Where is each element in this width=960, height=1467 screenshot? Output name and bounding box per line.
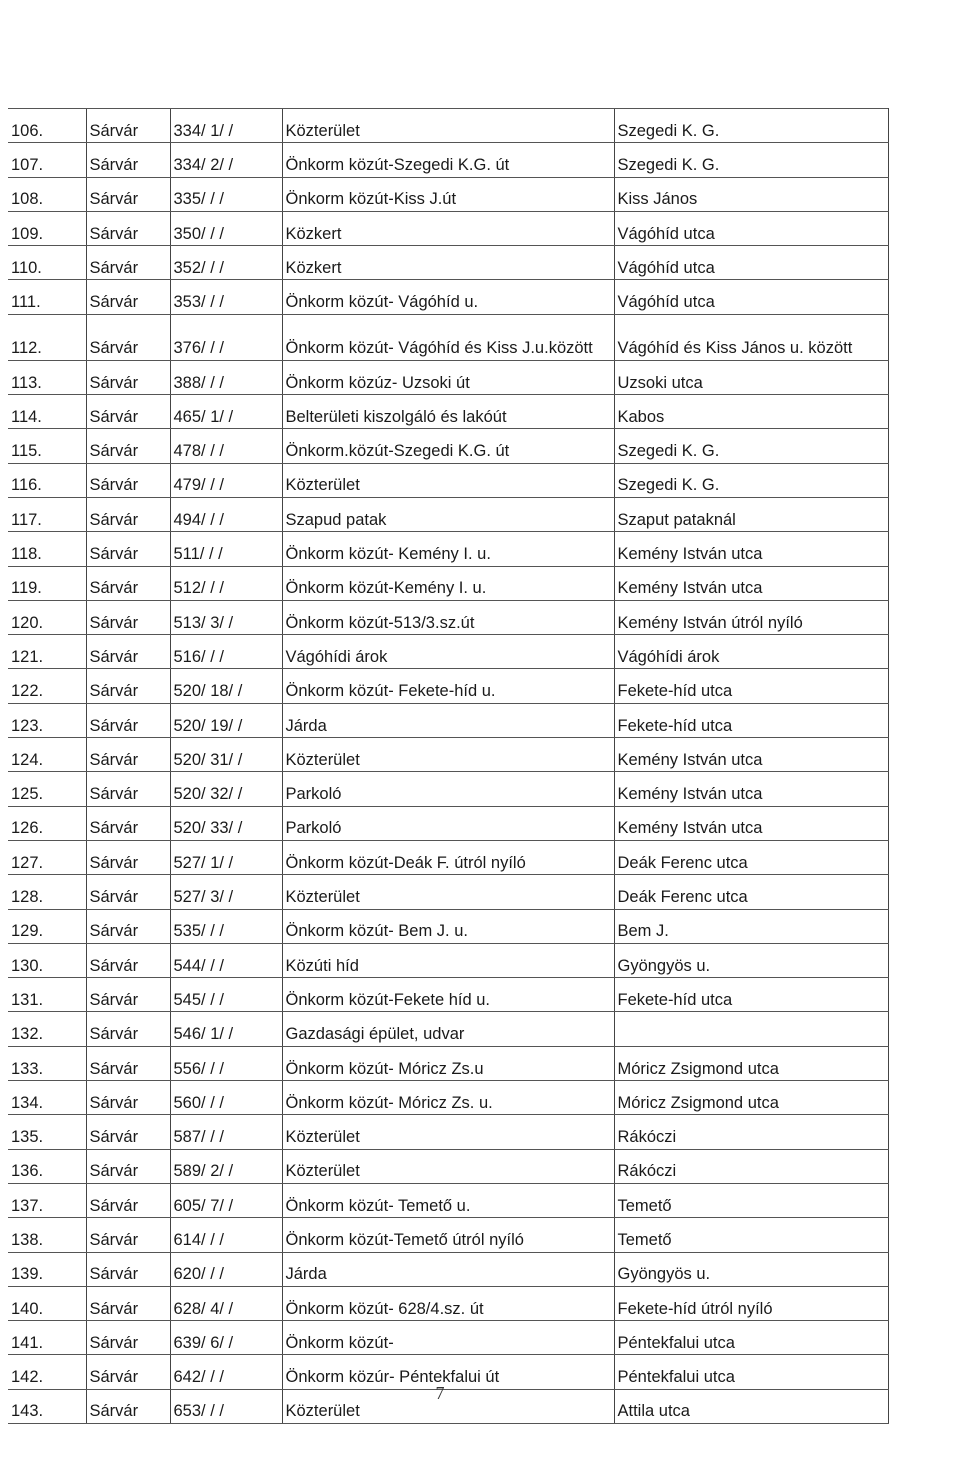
parcel-number-cell: 520/ 18/ / [170,669,282,703]
street-cell: Szegedi K. G. [614,463,888,497]
row-number-cell: 115. [8,429,86,463]
town-cell: Sárvár [86,978,170,1012]
town-cell: Sárvár [86,806,170,840]
parcel-number-cell: 520/ 32/ / [170,772,282,806]
row-number-cell: 129. [8,909,86,943]
table-body [8,109,888,1424]
row-number-cell: 107. [8,143,86,177]
town-cell: Sárvár [86,703,170,737]
town-cell: Sárvár [86,1355,170,1389]
street-cell: Gyöngyös u. [614,1252,888,1286]
parcel-number-cell: 353/ / / [170,280,282,314]
description-cell: Önkorm közút- Vágóhíd u. [282,280,614,314]
row-number-cell: 112. [8,314,86,360]
town-cell: Sárvár [86,1286,170,1320]
table-row [8,395,888,429]
description-cell: Önkorm közút-Temető útról nyíló [282,1218,614,1252]
street-cell: Fekete-híd utca [614,978,888,1012]
row-number-cell: 136. [8,1149,86,1183]
description-cell: Parkoló [282,806,614,840]
street-cell: Kemény István utca [614,532,888,566]
town-cell: Sárvár [86,1149,170,1183]
row-number-cell: 119. [8,566,86,600]
town-cell: Sárvár [86,669,170,703]
parcel-number-cell: 527/ 1/ / [170,840,282,874]
table-row [8,635,888,669]
description-cell: Közkert [282,246,614,280]
street-cell: Kemény István utca [614,738,888,772]
town-cell: Sárvár [86,177,170,211]
row-number-cell: 126. [8,806,86,840]
description-cell: Önkorm közút- Temető u. [282,1183,614,1217]
street-cell: Péntekfalui utca [614,1355,888,1389]
town-cell: Sárvár [86,1218,170,1252]
description-cell: Önkorm közút-Kiss J.út [282,177,614,211]
parcel-number-cell: 535/ / / [170,909,282,943]
description-cell: Önkorm közút- [282,1321,614,1355]
parcel-number-cell: 605/ 7/ / [170,1183,282,1217]
parcel-number-cell: 639/ 6/ / [170,1321,282,1355]
street-cell: Kiss János [614,177,888,211]
parcel-number-cell: 556/ / / [170,1046,282,1080]
table-row [8,109,888,143]
table-row [8,314,888,360]
town-cell: Sárvár [86,1389,170,1423]
parcel-number-cell: 560/ / / [170,1081,282,1115]
description-cell: Szapud patak [282,497,614,531]
row-number-cell: 106. [8,109,86,143]
table-row [8,566,888,600]
description-cell: Közterület [282,463,614,497]
table-row [8,943,888,977]
table-row [8,909,888,943]
town-cell: Sárvár [86,280,170,314]
town-cell: Sárvár [86,314,170,360]
row-number-cell: 130. [8,943,86,977]
table-row [8,1012,888,1046]
town-cell: Sárvár [86,246,170,280]
description-cell: Közterület [282,738,614,772]
town-cell: Sárvár [86,463,170,497]
street-cell: Gyöngyös u. [614,943,888,977]
table-row [8,1286,888,1320]
table-row [8,875,888,909]
town-cell: Sárvár [86,1081,170,1115]
parcel-number-cell: 478/ / / [170,429,282,463]
town-cell: Sárvár [86,1321,170,1355]
description-cell: Belterületi kiszolgáló és lakóút [282,395,614,429]
table-row [8,669,888,703]
description-cell: Önkorm közút-Fekete híd u. [282,978,614,1012]
row-number-cell: 121. [8,635,86,669]
street-cell: Móricz Zsigmond utca [614,1081,888,1115]
table-row [8,280,888,314]
town-cell: Sárvár [86,1012,170,1046]
street-cell [614,1012,888,1046]
table-row [8,497,888,531]
table-row [8,360,888,394]
row-number-cell: 124. [8,738,86,772]
row-number-cell: 141. [8,1321,86,1355]
parcel-number-cell: 546/ 1/ / [170,1012,282,1046]
street-cell: Kabos [614,395,888,429]
table-row [8,840,888,874]
parcel-number-cell: 494/ / / [170,497,282,531]
row-number-cell: 134. [8,1081,86,1115]
town-cell: Sárvár [86,943,170,977]
row-number-cell: 116. [8,463,86,497]
row-number-cell: 113. [8,360,86,394]
parcel-number-cell: 520/ 33/ / [170,806,282,840]
parcel-number-cell: 653/ / / [170,1389,282,1423]
description-cell: Önkorm közút-Deák F. útról nyíló [282,840,614,874]
table-row [8,1081,888,1115]
parcel-number-cell: 334/ 1/ / [170,109,282,143]
parcel-number-cell: 642/ / / [170,1355,282,1389]
description-cell: Járda [282,1252,614,1286]
town-cell: Sárvár [86,1046,170,1080]
parcel-number-cell: 352/ / / [170,246,282,280]
parcel-number-cell: 516/ / / [170,635,282,669]
description-cell: Önkorm közút-Szegedi K.G. út [282,143,614,177]
table-row [8,246,888,280]
row-number-cell: 133. [8,1046,86,1080]
description-cell: Járda [282,703,614,737]
description-cell: Közterület [282,1149,614,1183]
street-cell: Vágóhíd utca [614,211,888,245]
street-cell: Rákóczi [614,1149,888,1183]
table-row [8,1115,888,1149]
table-row [8,1218,888,1252]
table-row [8,978,888,1012]
row-number-cell: 122. [8,669,86,703]
street-cell: Kemény István utca [614,566,888,600]
description-cell: Parkoló [282,772,614,806]
description-cell: Önkorm.közút-Szegedi K.G. út [282,429,614,463]
parcel-number-cell: 512/ / / [170,566,282,600]
row-number-cell: 110. [8,246,86,280]
town-cell: Sárvár [86,429,170,463]
town-cell: Sárvár [86,738,170,772]
description-cell: Önkorm közút- Móricz Zs.u [282,1046,614,1080]
town-cell: Sárvár [86,395,170,429]
parcel-number-cell: 376/ / / [170,314,282,360]
parcel-number-cell: 335/ / / [170,177,282,211]
street-cell: Szegedi K. G. [614,143,888,177]
town-cell: Sárvár [86,566,170,600]
parcel-number-cell: 465/ 1/ / [170,395,282,429]
parcel-number-cell: 513/ 3/ / [170,600,282,634]
street-cell: Fekete-híd utca [614,703,888,737]
street-cell: Deák Ferenc utca [614,875,888,909]
table-row [8,1149,888,1183]
row-number-cell: 118. [8,532,86,566]
description-cell: Önkorm közút-Kemény I. u. [282,566,614,600]
table-row [8,806,888,840]
description-cell: Gazdasági épület, udvar [282,1012,614,1046]
street-cell: Péntekfalui utca [614,1321,888,1355]
street-cell: Fekete-híd útról nyíló [614,1286,888,1320]
row-number-cell: 135. [8,1115,86,1149]
town-cell: Sárvár [86,497,170,531]
town-cell: Sárvár [86,875,170,909]
description-cell: Önkorm közút- 628/4.sz. út [282,1286,614,1320]
row-number-cell: 120. [8,600,86,634]
description-cell: Önkorm közút-513/3.sz.út [282,600,614,634]
description-cell: Önkorm közúz- Uzsoki út [282,360,614,394]
street-cell: Bem J. [614,909,888,943]
street-cell: Rákóczi [614,1115,888,1149]
town-cell: Sárvár [86,1115,170,1149]
table-row [8,600,888,634]
table-row [8,1321,888,1355]
property-register-table [8,108,889,1424]
description-cell: Önkorm közút- Móricz Zs. u. [282,1081,614,1115]
table-row [8,177,888,211]
street-cell: Kemény István utca [614,772,888,806]
parcel-number-cell: 520/ 19/ / [170,703,282,737]
street-cell: Kemény István útról nyíló [614,600,888,634]
row-number-cell: 128. [8,875,86,909]
table-row [8,703,888,737]
description-cell: Közterület [282,1115,614,1149]
description-cell: Önkorm közút- Fekete-híd u. [282,669,614,703]
description-cell: Közúti híd [282,943,614,977]
description-cell: Vágóhídi árok [282,635,614,669]
parcel-number-cell: 350/ / / [170,211,282,245]
page-number: 7 [435,1383,445,1403]
town-cell: Sárvár [86,1252,170,1286]
street-cell: Vágóhíd utca [614,280,888,314]
table-row [8,1046,888,1080]
town-cell: Sárvár [86,109,170,143]
town-cell: Sárvár [86,211,170,245]
row-number-cell: 142. [8,1355,86,1389]
row-number-cell: 123. [8,703,86,737]
town-cell: Sárvár [86,635,170,669]
town-cell: Sárvár [86,600,170,634]
parcel-number-cell: 334/ 2/ / [170,143,282,177]
table-row [8,463,888,497]
parcel-number-cell: 628/ 4/ / [170,1286,282,1320]
town-cell: Sárvár [86,143,170,177]
row-number-cell: 138. [8,1218,86,1252]
description-cell: Önkorm közút- Kemény I. u. [282,532,614,566]
street-cell: Temető [614,1218,888,1252]
description-cell: Közterület [282,1389,614,1423]
description-cell: Közkert [282,211,614,245]
description-cell: Közterület [282,109,614,143]
row-number-cell: 127. [8,840,86,874]
parcel-number-cell: 527/ 3/ / [170,875,282,909]
row-number-cell: 131. [8,978,86,1012]
table-row [8,532,888,566]
row-number-cell: 139. [8,1252,86,1286]
row-number-cell: 114. [8,395,86,429]
parcel-number-cell: 587/ / / [170,1115,282,1149]
parcel-number-cell: 545/ / / [170,978,282,1012]
street-cell: Szegedi K. G. [614,109,888,143]
street-cell: Deák Ferenc utca [614,840,888,874]
description-cell: Önkorm közút- Bem J. u. [282,909,614,943]
street-cell: Vágóhíd és Kiss János u. között [614,314,888,360]
street-cell: Uzsoki utca [614,360,888,394]
row-number-cell: 125. [8,772,86,806]
parcel-number-cell: 511/ / / [170,532,282,566]
street-cell: Móricz Zsigmond utca [614,1046,888,1080]
street-cell: Kemény István utca [614,806,888,840]
street-cell: Vágóhídi árok [614,635,888,669]
row-number-cell: 140. [8,1286,86,1320]
table-row [8,211,888,245]
town-cell: Sárvár [86,1183,170,1217]
parcel-number-cell: 614/ / / [170,1218,282,1252]
row-number-cell: 108. [8,177,86,211]
street-cell: Szegedi K. G. [614,429,888,463]
table-row [8,738,888,772]
table-row [8,143,888,177]
property-register-table-wrap [8,108,888,1424]
description-cell: Önkorm közúr- Péntekfalui út [282,1355,614,1389]
street-cell: Vágóhíd utca [614,246,888,280]
street-cell: Szaput pataknál [614,497,888,531]
town-cell: Sárvár [86,840,170,874]
row-number-cell: 143. [8,1389,86,1423]
parcel-number-cell: 479/ / / [170,463,282,497]
row-number-cell: 132. [8,1012,86,1046]
town-cell: Sárvár [86,909,170,943]
row-number-cell: 111. [8,280,86,314]
town-cell: Sárvár [86,360,170,394]
town-cell: Sárvár [86,772,170,806]
street-cell: Fekete-híd utca [614,669,888,703]
table-row [8,1183,888,1217]
parcel-number-cell: 520/ 31/ / [170,738,282,772]
parcel-number-cell: 620/ / / [170,1252,282,1286]
table-row [8,429,888,463]
parcel-number-cell: 388/ / / [170,360,282,394]
parcel-number-cell: 589/ 2/ / [170,1149,282,1183]
parcel-number-cell: 544/ / / [170,943,282,977]
description-cell: Önkorm közút- Vágóhíd és Kiss J.u.között [282,314,614,360]
town-cell: Sárvár [86,532,170,566]
description-cell: Közterület [282,875,614,909]
street-cell: Attila utca [614,1389,888,1423]
table-row [8,772,888,806]
row-number-cell: 137. [8,1183,86,1217]
table-row [8,1252,888,1286]
street-cell: Temető [614,1183,888,1217]
row-number-cell: 109. [8,211,86,245]
row-number-cell: 117. [8,497,86,531]
